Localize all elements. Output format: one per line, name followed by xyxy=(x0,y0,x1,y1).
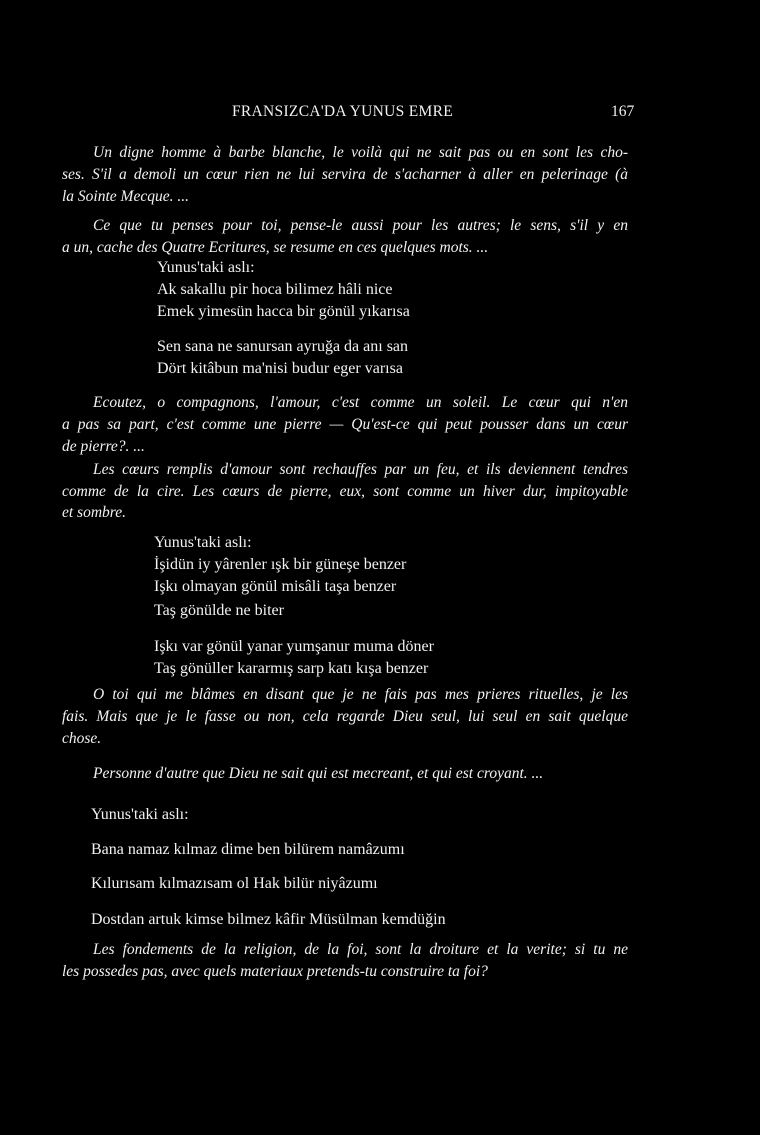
text-line: ses. S'il a demoli un cœur rien ne lui servira de s'acharner à aller en pelerinage (à xyxy=(62,166,628,183)
text-line: Personne d'autre que Dieu ne sait qui est mecreant, et qui est croyant. ... xyxy=(93,765,544,782)
verse-line: Dostdan artuk kimse bilmez kâfir Müsülman kemdüğin xyxy=(91,911,446,928)
text-line: fais. Mais que je le fasse ou non, cela regarde Dieu seul, lui seul en sait quelque xyxy=(62,708,628,725)
verse-line: Dört kitâbun ma'nisi budur eger varısa xyxy=(157,360,403,377)
running-header-title: FRANSIZCA'DA YUNUS EMRE xyxy=(232,103,453,120)
text-line: les possedes pas, avec quels materiaux pretends-tu construire ta foi? xyxy=(62,963,488,980)
text-line: Les cœurs remplis d'amour sont rechauffes par un feu, et ils deviennent tendres xyxy=(93,461,628,478)
page-number: 167 xyxy=(611,103,635,120)
verse-line: Emek yimesün hacca bir gönül yıkarısa xyxy=(157,303,410,320)
text-line: chose. xyxy=(62,730,102,747)
text-line: Les fondements de la religion, de la foi, sont la droiture et la verite; si tu ne xyxy=(93,941,628,958)
text-line: Un digne homme à barbe blanche, le voilà qui ne sait pas ou en sont les cho- xyxy=(93,144,628,161)
verse-line: Bana namaz kılmaz dime ben bilürem namâzumı xyxy=(91,841,405,858)
text-line: la Sointe Mecque. ... xyxy=(62,188,189,205)
verse-line: Kılurısam kılmazısam ol Hak bilür niyâzumı xyxy=(91,875,378,892)
text-line: Ecoutez, o compagnons, l'amour, c'est comme un soleil. Le cœur qui n'en xyxy=(93,394,628,411)
text-line: O toi qui me blâmes en disant que je ne fais pas mes prieres rituelles, je les xyxy=(93,686,628,703)
verse-line: Sen sana ne sanursan ayruğa da anı san xyxy=(157,338,409,355)
original-label: Yunus'taki aslı: xyxy=(91,806,189,823)
verse-line: İşidün iy yârenler ışk bir güneşe benzer xyxy=(154,556,407,573)
text-line: a pas sa part, c'est comme une pierre — Qu'est-ce qui peut pousser dans un cœur xyxy=(62,416,628,433)
text-line: et sombre. xyxy=(62,504,126,521)
text-line: Ce que tu penses pour toi, pense-le aussi pour les autres; le sens, s'il y en xyxy=(93,217,628,234)
original-label: Yunus'taki aslı: xyxy=(154,534,252,551)
text-line: de pierre?. ... xyxy=(62,438,145,455)
text-line: comme de la cire. Les cœurs de pierre, eux, sont comme un hiver dur, impitoyable xyxy=(62,483,628,500)
verse-line: Taş gönülde ne biter xyxy=(154,602,284,619)
original-label: Yunus'taki aslı: xyxy=(157,259,255,276)
verse-line: Ak sakallu pir hoca bilimez hâli nice xyxy=(157,281,393,298)
verse-line: Taş gönüller kararmış sarp katı kışa benzer xyxy=(154,660,429,677)
verse-line: Işkı var gönül yanar yumşanur muma döner xyxy=(154,638,434,655)
verse-line: Işkı olmayan gönül misâli taşa benzer xyxy=(154,578,397,595)
text-line: a un, cache des Quatre Ecritures, se resume en ces quelques mots. ... xyxy=(62,239,489,256)
